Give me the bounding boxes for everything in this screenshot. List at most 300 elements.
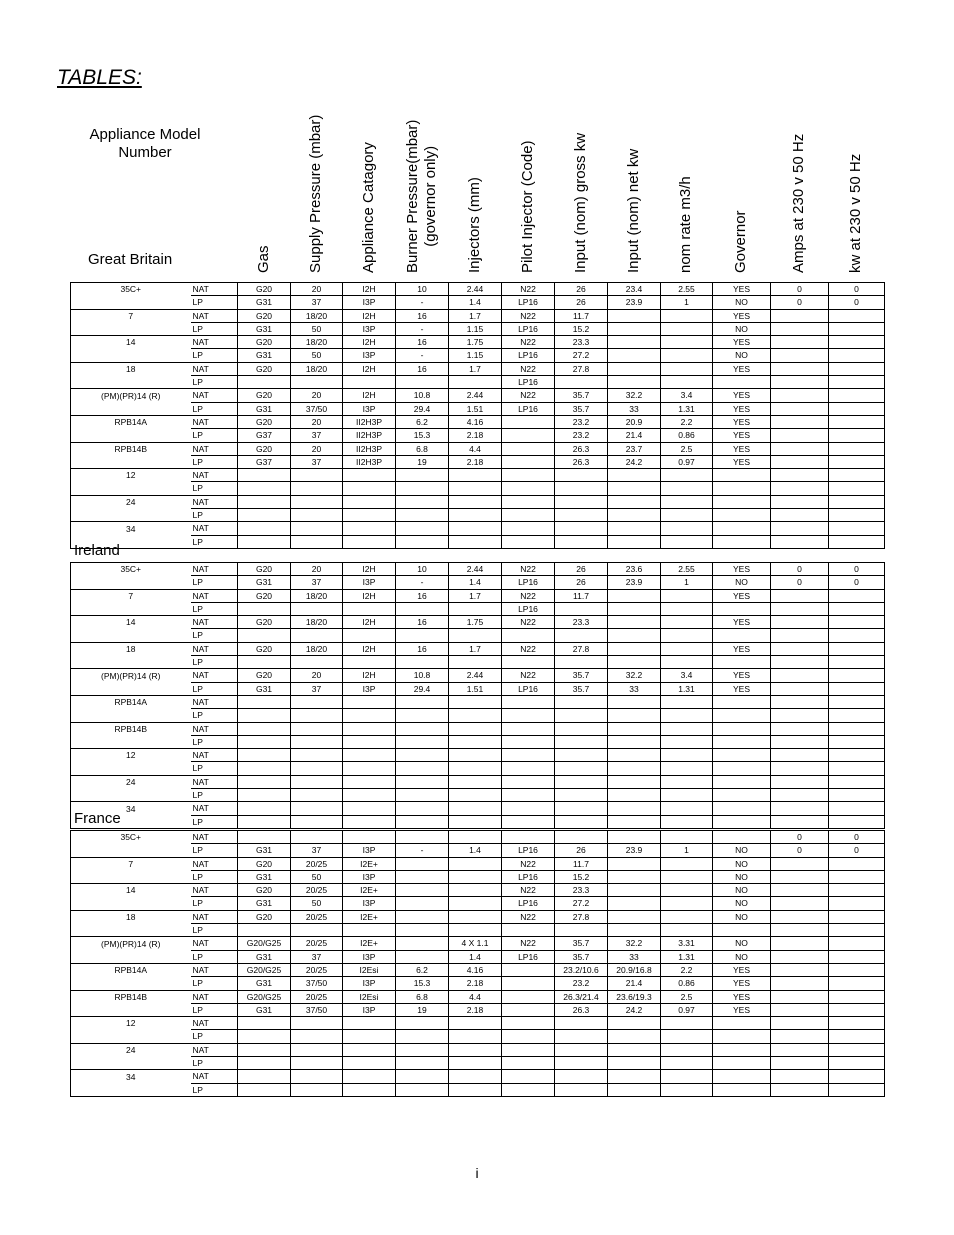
table-cell: 0: [771, 576, 829, 589]
table-cell: [502, 656, 555, 669]
gas-type-cell: LP: [191, 322, 238, 335]
table-cell: [396, 762, 449, 775]
model-cell: [71, 322, 191, 335]
table-cell: I2H: [343, 309, 396, 322]
table-cell: [449, 709, 502, 722]
table-cell: [555, 695, 608, 708]
table-cell: [291, 789, 343, 802]
table-cell: 2.44: [449, 389, 502, 402]
table-cell: N22: [502, 937, 555, 950]
table-cell: 23.3: [555, 336, 608, 349]
table-cell: LP16: [502, 844, 555, 857]
table-cell: [396, 775, 449, 788]
table-cell: [829, 602, 885, 615]
table-cell: 3.31: [661, 937, 713, 950]
table-cell: [291, 602, 343, 615]
table-cell: YES: [713, 669, 771, 682]
table-cell: [771, 762, 829, 775]
table-cell: LP16: [502, 602, 555, 615]
model-cell: 7: [71, 309, 191, 322]
table-cell: YES: [713, 977, 771, 990]
table-cell: [713, 1057, 771, 1070]
gas-type-cell: LP: [191, 789, 238, 802]
table-cell: [343, 509, 396, 522]
table-cell: [343, 469, 396, 482]
table-cell: [608, 897, 661, 910]
table-cell: 50: [291, 349, 343, 362]
table-cell: [502, 815, 555, 828]
table-cell: [502, 495, 555, 508]
table-cell: 1: [661, 576, 713, 589]
table-cell: I2H: [343, 642, 396, 655]
table-cell: 16: [396, 309, 449, 322]
gas-type-cell: NAT: [191, 522, 238, 535]
table-cell: [555, 656, 608, 669]
table-cell: G20: [238, 362, 291, 375]
table-cell: [771, 469, 829, 482]
table-cell: [608, 376, 661, 389]
table-cell: [555, 789, 608, 802]
table-cell: G20: [238, 616, 291, 629]
table-cell: [555, 509, 608, 522]
table-cell: [771, 389, 829, 402]
gas-type-cell: LP: [191, 602, 238, 615]
table-cell: [829, 469, 885, 482]
column-header-line: Input (nom) gross kw: [571, 132, 589, 273]
table-cell: [661, 482, 713, 495]
table-cell: [555, 709, 608, 722]
table-cell: [771, 522, 829, 535]
table-cell: G20: [238, 910, 291, 923]
table-cell: [343, 709, 396, 722]
table-cell: G20: [238, 642, 291, 655]
table-cell: [608, 1057, 661, 1070]
table-cell: N22: [502, 309, 555, 322]
table-cell: I3P: [343, 1003, 396, 1016]
model-cell: (PM)(PR)14 (R): [71, 389, 191, 402]
table-cell: YES: [713, 682, 771, 695]
table-cell: [771, 990, 829, 1003]
table-cell: 23.2: [555, 429, 608, 442]
table-cell: N22: [502, 616, 555, 629]
table-cell: [661, 802, 713, 815]
table-cell: [291, 522, 343, 535]
table-cell: [829, 1017, 885, 1030]
table-row: [71, 1083, 885, 1096]
table-cell: 32.2: [608, 669, 661, 682]
table-cell: G20: [238, 415, 291, 428]
column-header: [307, 115, 325, 273]
table-cell: 26: [555, 844, 608, 857]
table-cell: I2E+: [343, 937, 396, 950]
table-cell: [238, 831, 291, 844]
table-cell: 16: [396, 616, 449, 629]
table-cell: 26: [555, 576, 608, 589]
table-cell: [608, 775, 661, 788]
table-cell: [608, 509, 661, 522]
table-cell: [829, 1030, 885, 1043]
table-cell: [661, 910, 713, 923]
table-cell: [608, 469, 661, 482]
gas-type-cell: NAT: [191, 1017, 238, 1030]
table-cell: [661, 1030, 713, 1043]
gas-type-cell: NAT: [191, 589, 238, 602]
model-cell: RPB14A: [71, 415, 191, 428]
table-row: [71, 376, 885, 389]
table-cell: 26.3/21.4: [555, 990, 608, 1003]
table-row: [71, 669, 885, 682]
gas-type-cell: LP: [191, 1057, 238, 1070]
table-cell: [238, 695, 291, 708]
spec-table: [70, 282, 885, 549]
table-cell: [661, 495, 713, 508]
table-cell: I2Esi: [343, 963, 396, 976]
table-cell: 0: [829, 296, 885, 309]
model-cell: [71, 349, 191, 362]
column-header-line: Injectors (mm): [465, 177, 483, 273]
table-cell: [555, 376, 608, 389]
table-cell: [608, 535, 661, 548]
table-cell: [829, 389, 885, 402]
table-cell: [829, 897, 885, 910]
table-cell: [608, 336, 661, 349]
table-cell: [829, 629, 885, 642]
table-cell: 1.7: [449, 309, 502, 322]
table-cell: [661, 924, 713, 937]
table-cell: [608, 1070, 661, 1083]
column-header-line: Gas: [254, 245, 272, 273]
table-row: [71, 642, 885, 655]
table-cell: I3P: [343, 349, 396, 362]
table-cell: 26: [555, 283, 608, 296]
table-cell: [713, 482, 771, 495]
table-cell: G20: [238, 389, 291, 402]
table-row: [71, 629, 885, 642]
table-cell: [555, 1057, 608, 1070]
table-cell: [502, 735, 555, 748]
table-cell: LP16: [502, 402, 555, 415]
table-cell: 35.7: [555, 950, 608, 963]
table-cell: 23.3: [555, 616, 608, 629]
table-cell: [661, 1083, 713, 1096]
table-cell: [661, 322, 713, 335]
table-cell: [396, 897, 449, 910]
table-cell: [771, 924, 829, 937]
table-cell: 23.9: [608, 844, 661, 857]
table-cell: 15.3: [396, 429, 449, 442]
column-header: [404, 120, 440, 273]
table-cell: [449, 1070, 502, 1083]
column-header-line: kw at 230 v 50 Hz: [847, 153, 864, 273]
table-cell: [771, 1003, 829, 1016]
table-cell: 1.15: [449, 322, 502, 335]
table-row: [71, 402, 885, 415]
table-cell: 0.97: [661, 455, 713, 468]
table-cell: [555, 522, 608, 535]
gas-type-cell: LP: [191, 682, 238, 695]
page-number: i: [475, 1165, 479, 1181]
table-cell: [829, 1083, 885, 1096]
table-cell: [661, 349, 713, 362]
table-cell: 32.2: [608, 389, 661, 402]
table-cell: [713, 1030, 771, 1043]
table-cell: 19: [396, 1003, 449, 1016]
table-cell: [343, 602, 396, 615]
model-cell: 12: [71, 469, 191, 482]
table-cell: [608, 722, 661, 735]
table-cell: 2.2: [661, 415, 713, 428]
table-cell: [238, 815, 291, 828]
table-row: [71, 322, 885, 335]
table-row: [71, 1030, 885, 1043]
model-cell: 7: [71, 589, 191, 602]
table-cell: 1.15: [449, 349, 502, 362]
table-cell: 0: [771, 283, 829, 296]
table-cell: [771, 802, 829, 815]
table-cell: [771, 709, 829, 722]
table-cell: [829, 910, 885, 923]
table-cell: [502, 831, 555, 844]
gas-type-cell: LP: [191, 870, 238, 883]
table-cell: 37/50: [291, 1003, 343, 1016]
column-header: [732, 210, 750, 273]
table-cell: [502, 977, 555, 990]
table-cell: [449, 789, 502, 802]
table-cell: [449, 857, 502, 870]
table-cell: [829, 937, 885, 950]
table-cell: I3P: [343, 682, 396, 695]
table-cell: I2H: [343, 362, 396, 375]
table-cell: 19: [396, 455, 449, 468]
table-cell: [661, 376, 713, 389]
table-cell: [771, 509, 829, 522]
table-cell: [555, 469, 608, 482]
table-cell: [343, 722, 396, 735]
gas-type-cell: LP: [191, 709, 238, 722]
table-cell: [555, 1070, 608, 1083]
table-cell: [449, 469, 502, 482]
model-cell: [71, 576, 191, 589]
table-cell: [449, 629, 502, 642]
table-cell: [291, 376, 343, 389]
column-header: [790, 134, 808, 273]
table-row: [71, 309, 885, 322]
table-cell: [555, 495, 608, 508]
table-cell: 1.31: [661, 950, 713, 963]
table-cell: 50: [291, 897, 343, 910]
table-cell: [771, 884, 829, 897]
table-cell: [449, 722, 502, 735]
table-cell: 37: [291, 682, 343, 695]
table-cell: NO: [713, 950, 771, 963]
table-cell: [771, 336, 829, 349]
table-cell: YES: [713, 389, 771, 402]
table-cell: [343, 1070, 396, 1083]
model-cell: [71, 950, 191, 963]
table-cell: NO: [713, 322, 771, 335]
table-cell: N22: [502, 910, 555, 923]
table-cell: [555, 602, 608, 615]
table-cell: II2H3P: [343, 442, 396, 455]
table-cell: 2.2: [661, 963, 713, 976]
table-cell: [661, 749, 713, 762]
table-cell: [771, 1030, 829, 1043]
table-row: [71, 349, 885, 362]
table-cell: [608, 1017, 661, 1030]
table-cell: 4.4: [449, 990, 502, 1003]
table-cell: [829, 924, 885, 937]
table-cell: 16: [396, 589, 449, 602]
table-cell: [396, 815, 449, 828]
table-cell: [829, 884, 885, 897]
table-cell: [661, 1070, 713, 1083]
table-row: [71, 789, 885, 802]
table-row: [71, 910, 885, 923]
table-cell: 10.8: [396, 669, 449, 682]
table-cell: [343, 749, 396, 762]
table-cell: [555, 802, 608, 815]
table-cell: [396, 656, 449, 669]
table-row: [71, 389, 885, 402]
table-cell: [713, 1017, 771, 1030]
table-cell: I3P: [343, 950, 396, 963]
table-cell: [713, 695, 771, 708]
table-cell: 0: [829, 831, 885, 844]
table-cell: [713, 775, 771, 788]
table-cell: [829, 857, 885, 870]
model-cell: (PM)(PR)14 (R): [71, 937, 191, 950]
table-cell: [555, 762, 608, 775]
table-cell: 20: [291, 563, 343, 576]
table-cell: [771, 682, 829, 695]
table-cell: 18/20: [291, 589, 343, 602]
table-cell: [502, 1030, 555, 1043]
table-cell: 10: [396, 283, 449, 296]
table-cell: [608, 642, 661, 655]
model-cell: 34: [71, 1070, 191, 1083]
table-cell: [713, 735, 771, 748]
table-row: [71, 576, 885, 589]
table-cell: 20: [291, 283, 343, 296]
table-cell: [829, 362, 885, 375]
table-cell: 2.44: [449, 669, 502, 682]
table-cell: G31: [238, 844, 291, 857]
table-cell: [502, 924, 555, 937]
gas-type-cell: NAT: [191, 831, 238, 844]
table-cell: [343, 762, 396, 775]
table-cell: I2H: [343, 336, 396, 349]
section-label: France: [74, 810, 121, 827]
table-cell: [238, 602, 291, 615]
table-cell: 18/20: [291, 336, 343, 349]
table-row: [71, 682, 885, 695]
table-cell: G31: [238, 296, 291, 309]
table-cell: [608, 1083, 661, 1096]
table-cell: 1.7: [449, 642, 502, 655]
table-cell: N22: [502, 336, 555, 349]
table-cell: [608, 910, 661, 923]
table-cell: [238, 1070, 291, 1083]
table-row: [71, 442, 885, 455]
table-cell: [291, 802, 343, 815]
table-cell: 33: [608, 402, 661, 415]
gas-type-cell: NAT: [191, 669, 238, 682]
table-cell: I2H: [343, 563, 396, 576]
table-row: [71, 495, 885, 508]
table-cell: [661, 857, 713, 870]
table-cell: 4.16: [449, 415, 502, 428]
model-cell: [71, 924, 191, 937]
gas-type-cell: NAT: [191, 495, 238, 508]
table-cell: G20: [238, 589, 291, 602]
table-cell: [396, 857, 449, 870]
table-cell: 0: [829, 576, 885, 589]
model-cell: 14: [71, 336, 191, 349]
table-cell: [829, 495, 885, 508]
gas-type-cell: NAT: [191, 857, 238, 870]
table-cell: -: [396, 844, 449, 857]
table-cell: [449, 897, 502, 910]
table-row: [71, 870, 885, 883]
table-cell: [771, 1017, 829, 1030]
table-cell: 2.44: [449, 563, 502, 576]
table-cell: [502, 629, 555, 642]
table-cell: 2.55: [661, 283, 713, 296]
table-row: [71, 656, 885, 669]
table-cell: [238, 1030, 291, 1043]
table-cell: G20: [238, 563, 291, 576]
spec-table: [70, 562, 885, 829]
gas-type-cell: NAT: [191, 442, 238, 455]
gas-type-cell: NAT: [191, 722, 238, 735]
table-cell: [396, 509, 449, 522]
table-row: [71, 1003, 885, 1016]
table-cell: [343, 656, 396, 669]
table-cell: I2Esi: [343, 990, 396, 1003]
table-cell: [449, 1083, 502, 1096]
table-row: [71, 429, 885, 442]
table-cell: [661, 789, 713, 802]
table-cell: [829, 950, 885, 963]
table-cell: [713, 376, 771, 389]
table-cell: I2E+: [343, 910, 396, 923]
table-cell: NO: [713, 897, 771, 910]
table-cell: [608, 709, 661, 722]
section-label: Ireland: [74, 542, 120, 559]
gas-type-cell: LP: [191, 429, 238, 442]
table-cell: G20: [238, 283, 291, 296]
table-cell: [502, 442, 555, 455]
table-cell: 1.75: [449, 336, 502, 349]
table-cell: 6.2: [396, 963, 449, 976]
table-cell: [608, 815, 661, 828]
table-cell: G31: [238, 1003, 291, 1016]
table-cell: [396, 469, 449, 482]
table-cell: [661, 589, 713, 602]
model-cell: 35C+: [71, 283, 191, 296]
table-cell: [713, 522, 771, 535]
table-cell: [771, 815, 829, 828]
table-cell: [449, 535, 502, 548]
table-cell: [829, 322, 885, 335]
table-cell: [771, 402, 829, 415]
table-cell: [396, 722, 449, 735]
table-cell: [291, 831, 343, 844]
table-cell: 23.7: [608, 442, 661, 455]
model-cell: [71, 1083, 191, 1096]
table-cell: [396, 376, 449, 389]
table-cell: NO: [713, 937, 771, 950]
